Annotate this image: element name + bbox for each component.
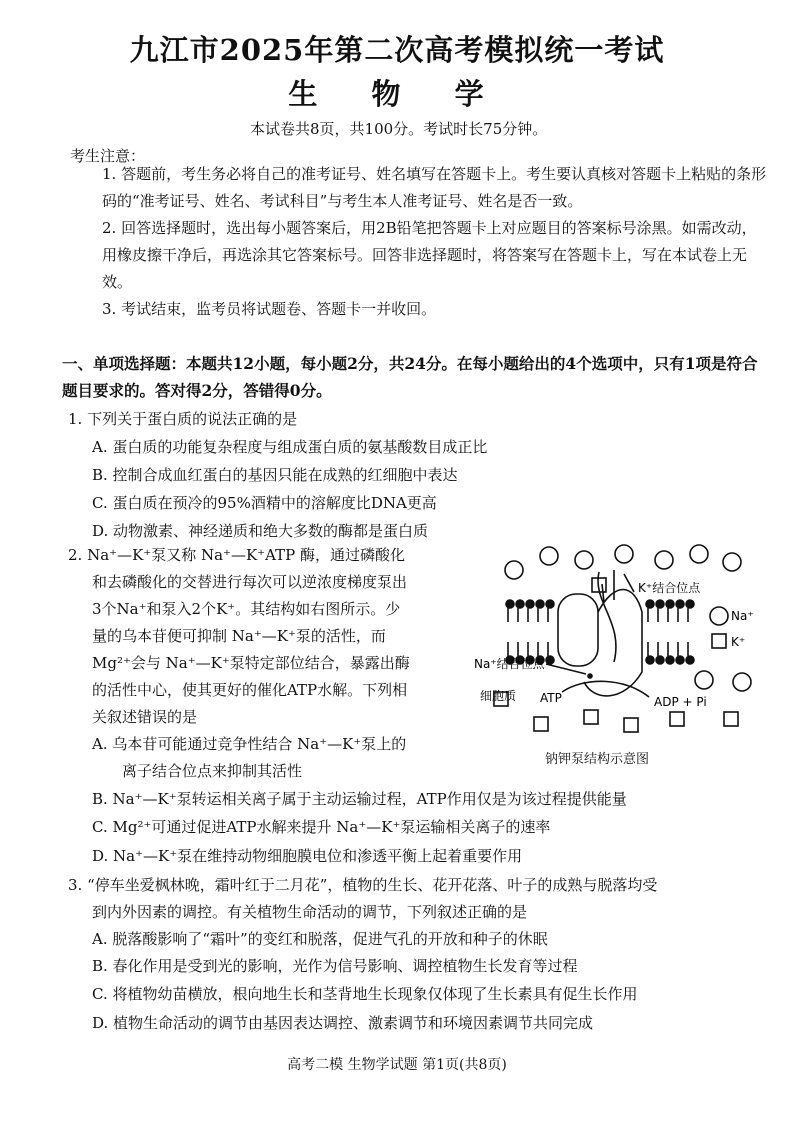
option-a: 离子结合位点来抑制其活性: [122, 762, 303, 780]
k-binding-site-label: K⁺结合位点: [638, 581, 701, 595]
notice-heading: 考生注意：: [70, 147, 146, 165]
notice-item: 3. 考试结束，监考员将试题卷、答题卡一并收回。: [102, 300, 437, 318]
question-stem: 3. “停车坐爱枫林晚，霜叶红于二月花”，植物的生长、花开花落、叶子的成熟与脱落均受: [68, 876, 658, 894]
option-b: B. 春化作用是受到光的影响，光作为信号影响、调控植物生长发育等过程: [92, 957, 578, 975]
page-footer: 高考二模 生物学试题 第1页(共8页): [287, 1057, 507, 1073]
option-c: C. 将植物幼苗横放，根向地生长和茎背地生长现象仅体现了生长素具有促生长作用: [92, 985, 638, 1003]
option-d: D. Na⁺—K⁺泵在维持动物细胞膜电位和渗透平衡上起着重要作用: [92, 847, 523, 865]
option-d: D. 动物激素、神经递质和绝大多数的酶都是蛋白质: [92, 522, 429, 540]
question-stem: Mg²⁺会与 Na⁺—K⁺泵特定部位结合，暴露出酶: [92, 654, 410, 672]
question-stem: 的活性中心，使其更好的催化ATP水解。下列相: [92, 681, 408, 699]
section-heading: 一、单项选择题：本题共12小题，每小题2分，共24分。在每小题给出的4个选项中，只有1项是符合题目要求的。答对得2分，答错得0分。: [62, 354, 758, 400]
option-a: A. 蛋白质的功能复杂程度与组成蛋白质的氨基酸数目成正比: [92, 438, 488, 456]
cytoplasm-label: 细胞质: [480, 689, 517, 703]
legend-k-label: K⁺: [731, 635, 746, 649]
atp-label: ATP: [540, 691, 562, 705]
question-stem: 到内外因素的调控。有关植物生命活动的调节，下列叙述正确的是: [92, 903, 528, 921]
option-c: C. 蛋白质在预冷的95%酒精中的溶解度比DNA更高: [92, 494, 437, 512]
option-d: D. 植物生命活动的调节由基因表达调控、激素调节和环境因素调节共同完成: [92, 1014, 594, 1032]
na-binding-site-label: Na⁺结合位点: [474, 657, 545, 671]
subject-title: 生 物 学: [288, 77, 506, 111]
question-stem: 和去磷酸化的交替进行每次可以逆浓度梯度泵出: [92, 573, 408, 591]
question-stem: 1. 下列关于蛋白质的说法正确的是: [68, 410, 298, 428]
option-b: B. 控制合成血红蛋白的基因只能在成熟的红细胞中表达: [92, 466, 458, 484]
adp-label: ADP + Pi: [654, 695, 707, 709]
question-stem: 2. Na⁺—K⁺泵又称 Na⁺—K⁺ATP 酶，通过磷酸化: [68, 546, 405, 564]
option-a: A. 脱落酸影响了“霜叶”的变红和脱落，促进气孔的开放和种子的休眠: [92, 930, 548, 948]
notice-item: 2. 回答选择题时，选出每小题答案后，用2B铅笔把答题卡上对应题目的答案标号涂黑。如需改动，用橡皮擦干净后，再选涂其它答案标号。回答非选择题时，将答案写在答题卡上，写在本试卷上无效。: [102, 219, 757, 291]
option-c: C. Mg²⁺可通过促进ATP水解来提升 Na⁺—K⁺泵运输相关离子的速率: [92, 818, 551, 836]
exam-meta: 本试卷共8页，共100分。考试时长75分钟。: [250, 120, 548, 138]
exam-title: 九江市2025年第二次高考模拟统一考试: [129, 33, 665, 67]
option-a: A. 乌本苷可能通过竞争性结合 Na⁺—K⁺泵上的: [92, 735, 407, 753]
question-stem: 量的乌本苷便可抑制 Na⁺—K⁺泵的活性，而: [92, 627, 386, 645]
option-b: B. Na⁺—K⁺泵转运相关离子属于主动运输过程，ATP作用仅是为该过程提供能量: [92, 790, 627, 808]
notice-item: 1. 答题前，考生务必将自己的准考证号、姓名填写在答题卡上。考生要认真核对答题卡上粘贴的条形码的“准考证号、姓名、考试科目”与考生本人准考证号、姓名是否一致。: [102, 165, 767, 210]
figure-caption: 钠钾泵结构示意图: [545, 752, 650, 767]
sodium-potassium-pump-diagram: [474, 542, 774, 742]
question-stem: 关叙述错误的是: [92, 708, 198, 726]
question-stem: 3个Na⁺和泵入2个K⁺。其结构如右图所示。少: [92, 600, 401, 618]
legend-na-label: Na⁺: [731, 609, 754, 623]
